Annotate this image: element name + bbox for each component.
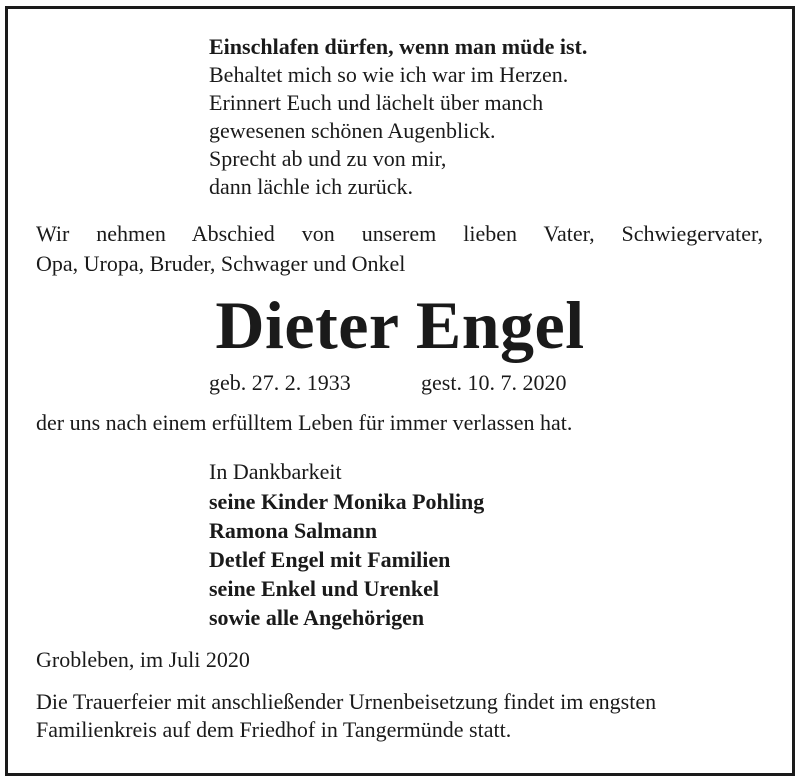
ceremony-line-2: Familienkreis auf dem Friedhof in Tangermünde statt.	[36, 717, 512, 742]
mourners-line-3: Detlef Engel mit Familien	[209, 547, 451, 572]
deceased-name: Dieter Engel	[215, 287, 585, 363]
poem-line-2: Behaltet mich so wie ich war im Herzen.	[209, 62, 569, 87]
intro-line-1-text: Wir nehmen Abschied von unserem lieben Vater, Schwiegervater,	[36, 221, 763, 246]
poem-line-6: dann lächle ich zurück.	[209, 174, 414, 199]
ceremony-line-1: Die Trauerfeier mit anschließender Urnenbeisetzung findet im engsten	[36, 689, 657, 714]
poem-line-4: gewesenen schönen Augenblick.	[209, 118, 496, 143]
poem-line-5: Sprecht ab und zu von mir,	[209, 146, 447, 171]
intro-line-2: Opa, Uropa, Bruder, Schwager und Onkel	[36, 251, 406, 276]
mourners-line-5: sowie alle Angehörigen	[209, 605, 425, 630]
mourners-line-2: Ramona Salmann	[209, 518, 378, 543]
statement-line: der uns nach einem erfülltem Leben für immer verlassen hat.	[36, 410, 573, 435]
mourners-line-1: seine Kinder Monika Pohling	[209, 489, 485, 514]
intro-line-1	[36, 220, 763, 247]
death-date: gest. 10. 7. 2020	[421, 370, 567, 395]
birth-date: geb. 27. 2. 1933	[209, 370, 351, 395]
mourners-line-4: seine Enkel und Urenkel	[209, 576, 440, 601]
poem-line-1: Einschlafen dürfen, wenn man müde ist.	[209, 34, 588, 59]
poem-line-3: Erinnert Euch und lächelt über manch	[209, 90, 544, 115]
mourners-intro: In Dankbarkeit	[209, 459, 342, 484]
place-date: Grobleben, im Juli 2020	[36, 647, 250, 672]
